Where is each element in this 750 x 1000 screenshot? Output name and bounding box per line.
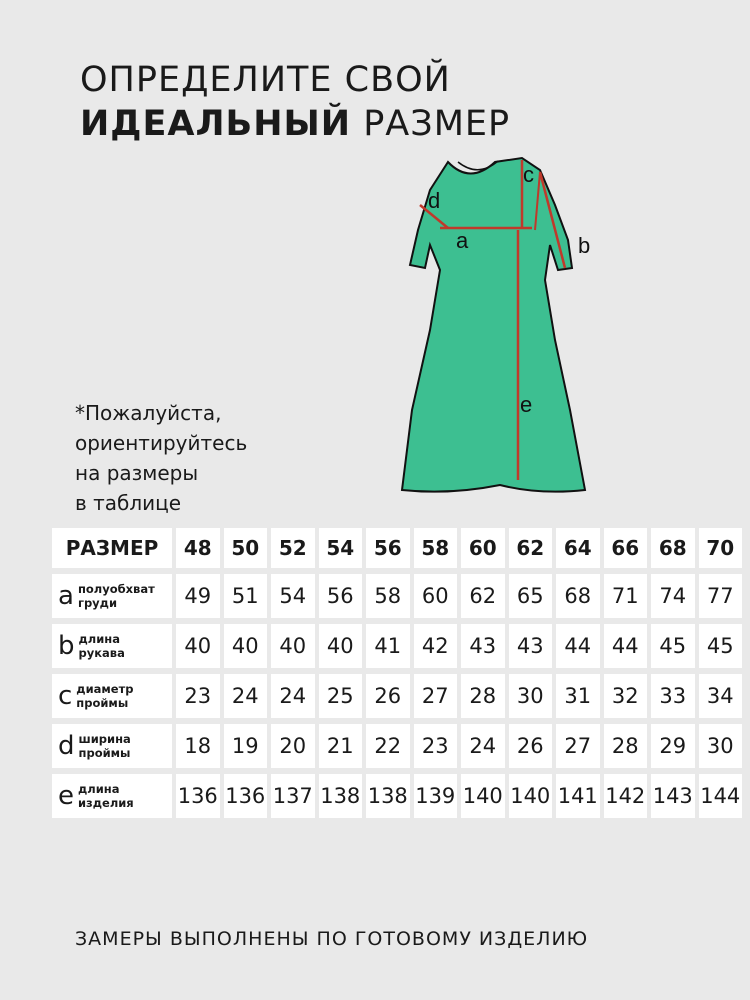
value-cell: 138 [319, 774, 363, 818]
row-letter: d [58, 731, 75, 761]
label-b: b [578, 233, 591, 258]
value-cell: 26 [509, 724, 553, 768]
note-line: на размеры [75, 461, 199, 485]
table-row [52, 574, 742, 618]
measurement-rows [52, 574, 742, 818]
size-cell: 48 [176, 528, 220, 568]
value-cell: 139 [414, 774, 458, 818]
value-cell: 21 [319, 724, 363, 768]
note-line: *Пожалуйста, [75, 401, 222, 425]
value-cell: 33 [651, 674, 695, 718]
value-cell: 144 [699, 774, 743, 818]
row-description-line: рукава [78, 646, 125, 660]
value-cell: 24 [271, 674, 315, 718]
value-cell: 28 [604, 724, 648, 768]
value-cell: 140 [509, 774, 553, 818]
row-letter: e [58, 781, 74, 811]
row-description-line: длина [78, 782, 120, 796]
value-cell: 141 [556, 774, 600, 818]
value-cell: 24 [224, 674, 268, 718]
value-cell: 41 [366, 624, 410, 668]
row-description-line: длина [78, 632, 120, 646]
row-label [52, 624, 172, 668]
row-description [79, 732, 131, 760]
value-cell: 28 [461, 674, 505, 718]
value-cell: 25 [319, 674, 363, 718]
size-cell: 60 [461, 528, 505, 568]
label-a: a [456, 228, 469, 253]
size-cell: 56 [366, 528, 410, 568]
table-row [52, 724, 742, 768]
row-label [52, 674, 172, 718]
footer-note: ЗАМЕРЫ ВЫПОЛНЕНЫ ПО ГОТОВОМУ ИЗДЕЛИЮ [75, 928, 589, 950]
row-description-line: изделия [78, 796, 134, 810]
value-cell: 140 [461, 774, 505, 818]
row-description-line: ширина [78, 732, 131, 746]
row-description [78, 782, 134, 810]
value-cell: 65 [509, 574, 553, 618]
value-cell: 43 [461, 624, 505, 668]
value-cell: 44 [556, 624, 600, 668]
label-d: d [428, 188, 441, 213]
value-cell: 22 [366, 724, 410, 768]
value-cell: 23 [176, 674, 220, 718]
value-cell: 74 [651, 574, 695, 618]
value-cell: 32 [604, 674, 648, 718]
row-letter: c [58, 681, 73, 711]
size-cell: 62 [509, 528, 553, 568]
size-cell: 58 [414, 528, 458, 568]
title-line-2 [80, 102, 510, 146]
value-cell: 54 [271, 574, 315, 618]
value-cell: 29 [651, 724, 695, 768]
value-cell: 143 [651, 774, 695, 818]
row-description-line: проймы [78, 746, 131, 760]
value-cell: 40 [176, 624, 220, 668]
value-cell: 31 [556, 674, 600, 718]
size-cell: 54 [319, 528, 363, 568]
value-cell: 40 [271, 624, 315, 668]
value-cell: 40 [224, 624, 268, 668]
value-cell: 45 [699, 624, 743, 668]
note-line: ориентируйтесь [75, 431, 248, 455]
table-row [52, 624, 742, 668]
value-cell: 56 [319, 574, 363, 618]
value-cell: 19 [224, 724, 268, 768]
value-cell: 71 [604, 574, 648, 618]
row-letter: b [58, 631, 75, 661]
value-cell: 58 [366, 574, 410, 618]
value-cell: 62 [461, 574, 505, 618]
value-cell: 49 [176, 574, 220, 618]
row-description-line: груди [77, 596, 118, 610]
row-letter: a [58, 581, 74, 611]
title-rest-word: РАЗМЕР [363, 104, 511, 144]
title-bold-word: ИДЕАЛЬНЫЙ [80, 104, 352, 144]
row-description [78, 582, 155, 610]
value-cell: 77 [699, 574, 743, 618]
size-header-row [52, 528, 742, 568]
size-cell: 52 [271, 528, 315, 568]
value-cell: 136 [224, 774, 268, 818]
value-cell: 42 [414, 624, 458, 668]
table-row [52, 674, 742, 718]
row-description-line: диаметр [76, 682, 134, 696]
header-label: РАЗМЕР [52, 528, 172, 568]
value-cell: 24 [461, 724, 505, 768]
label-e: e [520, 392, 533, 417]
size-cell: 68 [651, 528, 695, 568]
row-description [76, 682, 133, 710]
size-table [52, 528, 742, 824]
value-cell: 30 [699, 724, 743, 768]
row-description-line: полуобхват [77, 582, 155, 596]
label-c: c [523, 162, 534, 187]
value-cell: 27 [414, 674, 458, 718]
size-cell: 64 [556, 528, 600, 568]
value-cell: 68 [556, 574, 600, 618]
row-label [52, 724, 172, 768]
title-line-1: ОПРЕДЕЛИТЕ СВОЙ [80, 60, 451, 100]
page-title [80, 58, 510, 146]
value-cell: 34 [699, 674, 743, 718]
note-line: в таблице [75, 491, 182, 515]
table-row [52, 774, 742, 818]
size-cell: 50 [224, 528, 268, 568]
value-cell: 45 [651, 624, 695, 668]
value-cell: 60 [414, 574, 458, 618]
value-cell: 142 [604, 774, 648, 818]
row-description [79, 632, 125, 660]
value-cell: 23 [414, 724, 458, 768]
value-cell: 137 [271, 774, 315, 818]
value-cell: 44 [604, 624, 648, 668]
size-cell: 66 [604, 528, 648, 568]
value-cell: 43 [509, 624, 553, 668]
value-cell: 27 [556, 724, 600, 768]
value-cell: 18 [176, 724, 220, 768]
row-description-line: проймы [76, 696, 129, 710]
size-note [75, 398, 247, 518]
row-label [52, 574, 172, 618]
dress-diagram [390, 150, 620, 510]
value-cell: 26 [366, 674, 410, 718]
value-cell: 51 [224, 574, 268, 618]
value-cell: 20 [271, 724, 315, 768]
value-cell: 136 [176, 774, 220, 818]
value-cell: 40 [319, 624, 363, 668]
size-cell: 70 [699, 528, 743, 568]
value-cell: 30 [509, 674, 553, 718]
value-cell: 138 [366, 774, 410, 818]
row-label [52, 774, 172, 818]
